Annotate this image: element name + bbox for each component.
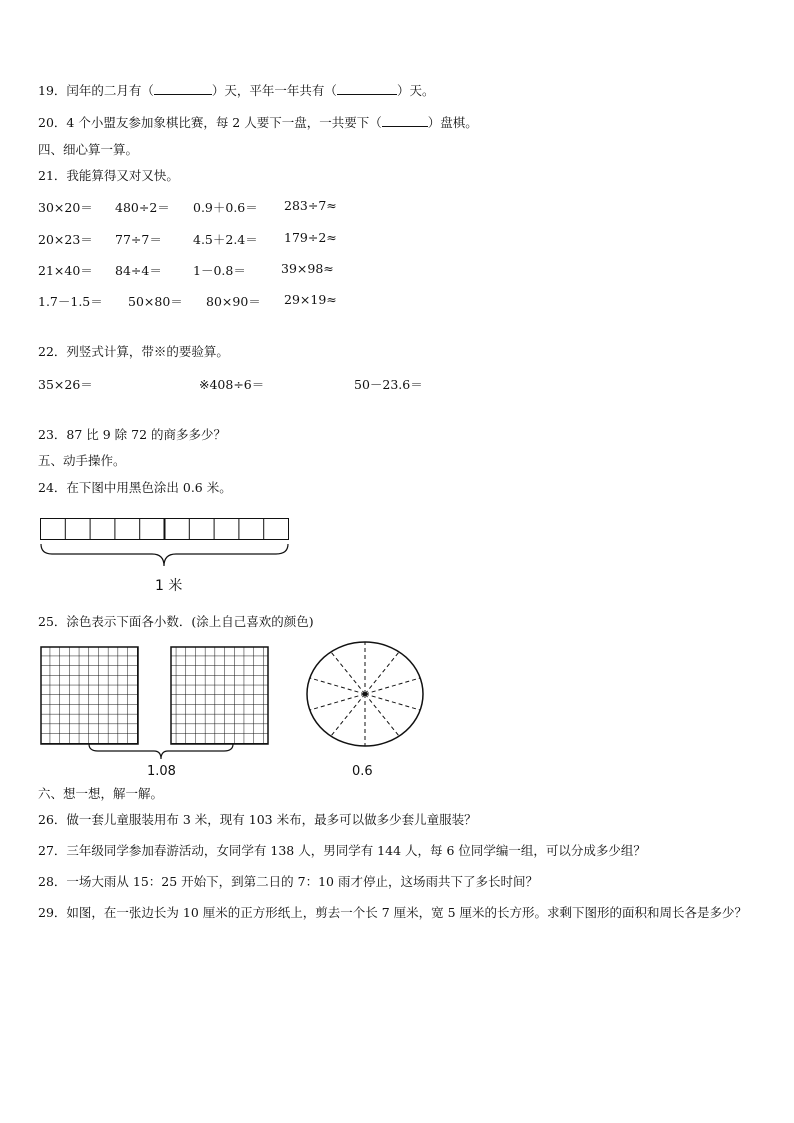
calc-item: 1－0.8＝ bbox=[193, 263, 246, 278]
calc-item: 39×98≈ bbox=[281, 261, 334, 276]
question-22: 22．列竖式计算，带※的要验算。 bbox=[38, 344, 229, 359]
calc-item: 21×40＝ bbox=[38, 263, 93, 278]
answer-blank[interactable] bbox=[337, 84, 397, 95]
vertical-calc-item: 50－23.6＝ bbox=[354, 377, 423, 392]
question-21: 21．我能算得又对又快。 bbox=[38, 168, 179, 183]
calc-item: 0.9＋0.6＝ bbox=[193, 200, 258, 215]
grid-label: 1.08 bbox=[147, 764, 176, 779]
question-25: 25．涂色表示下面各小数．(涂上自己喜欢的颜色) bbox=[38, 614, 314, 629]
ruler-cells[interactable] bbox=[65, 519, 263, 540]
hundred-grids-figure bbox=[40, 646, 280, 748]
calc-item: 4.5＋2.4＝ bbox=[193, 232, 258, 247]
question-27: 27．三年级同学参加春游活动，女同学有 138 人，男同学有 144 人，每 6 位同学编一组，可以分成多少组？ bbox=[38, 843, 646, 858]
ruler-strip-figure bbox=[40, 518, 290, 570]
question-19: 19．闰年的二月有（ ）天，平年一年共有（ ）天。 bbox=[38, 83, 435, 98]
calc-item: 480÷2＝ bbox=[115, 200, 170, 215]
section-5-heading: 五、动手操作。 bbox=[38, 453, 126, 468]
section-4-heading: 四、细心算一算。 bbox=[38, 142, 139, 157]
calc-item: 179÷2≈ bbox=[284, 230, 337, 245]
hundred-grid-left[interactable] bbox=[41, 647, 138, 744]
calc-item: 29×19≈ bbox=[284, 292, 337, 307]
question-23: 23．87 比 9 除 72 的商多多少？ bbox=[38, 427, 227, 442]
answer-blank[interactable] bbox=[382, 116, 428, 127]
circle-figure[interactable] bbox=[304, 640, 428, 750]
circle-label: 0.6 bbox=[352, 764, 373, 779]
brace-icon bbox=[41, 544, 288, 566]
question-20: 20．4 个小盟友参加象棋比赛，每 2 人要下一盘，一共要下（ ）盘棋。 bbox=[38, 115, 478, 130]
calc-item: 50×80＝ bbox=[128, 294, 183, 309]
calc-item: 77÷7＝ bbox=[115, 232, 162, 247]
question-29: 29．如图，在一张边长为 10 厘米的正方形纸上，剪去一个长 7 厘米，宽 5 厘米的长方形。求剩下图形的面积和周长各是多少？ bbox=[38, 905, 748, 920]
question-26: 26．做一套儿童服装用布 3 米，现有 103 米布，最多可以做多少套儿童服装？ bbox=[38, 812, 477, 827]
calc-item: 20×23＝ bbox=[38, 232, 93, 247]
vertical-calc-item: ※408÷6＝ bbox=[199, 377, 265, 392]
vertical-calc-item: 35×26＝ bbox=[38, 377, 93, 392]
ruler-label: 1 米 bbox=[155, 578, 183, 594]
section-6-heading: 六、想一想，解一解。 bbox=[38, 786, 164, 801]
question-28: 28．一场大雨从 15：25 开始下，到第二日的 7：10 雨才停止，这场雨共下了多长时间？ bbox=[38, 874, 538, 889]
calc-item: 30×20＝ bbox=[38, 200, 93, 215]
answer-blank[interactable] bbox=[154, 84, 212, 95]
calc-item: 84÷4＝ bbox=[115, 263, 162, 278]
calc-item: 1.7－1.5＝ bbox=[38, 294, 103, 309]
calc-item: 283÷7≈ bbox=[284, 198, 337, 213]
hundred-grid-right[interactable] bbox=[171, 647, 268, 744]
question-24: 24．在下图中用黑色涂出 0.6 米。 bbox=[38, 480, 232, 495]
calc-item: 80×90＝ bbox=[206, 294, 261, 309]
brace-icon bbox=[88, 743, 238, 763]
